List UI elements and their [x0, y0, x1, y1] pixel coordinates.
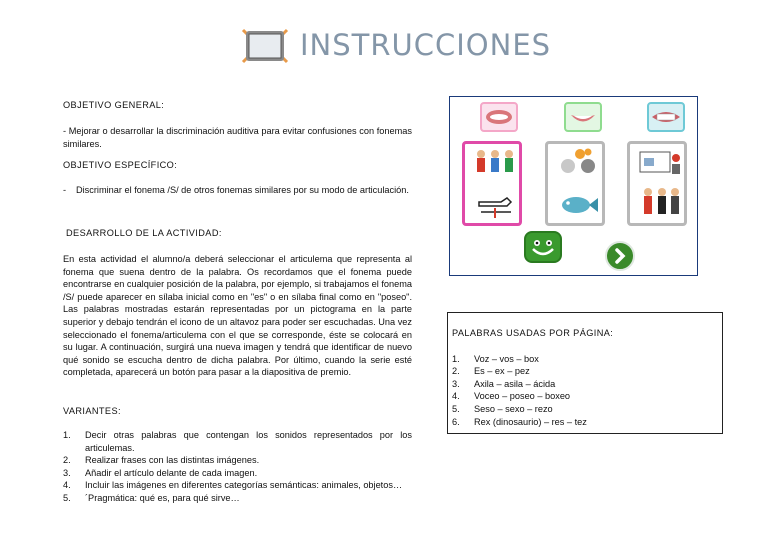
item-number: 3.	[452, 378, 460, 389]
card-1[interactable]	[462, 141, 522, 226]
item-text: Incluir las imágenes en diferentes categorías semánticas: animales, objetos…	[85, 480, 403, 491]
list-item	[452, 416, 722, 429]
lips-open-icon[interactable]	[480, 102, 518, 132]
list-item	[452, 378, 722, 391]
specific-objective-text: Discriminar el fonema /S/ de otros fonemas similares por su modo de articulación.	[76, 185, 409, 195]
list-item	[63, 429, 412, 454]
dash-marker: -	[63, 185, 67, 195]
variants-heading: VARIANTES:	[63, 406, 121, 416]
fish-icon	[556, 190, 600, 220]
item-number: 1.	[63, 430, 71, 440]
card-2[interactable]	[545, 141, 605, 226]
specific-objective-item	[63, 184, 412, 197]
variants-list	[63, 429, 412, 505]
list-item	[63, 454, 412, 467]
hand-scale-icon	[473, 190, 517, 220]
item-text: Rex (dinosaurio) – res – tez	[474, 416, 587, 427]
monitor-frame-icon	[240, 26, 290, 66]
list-item	[63, 479, 412, 492]
list-item	[63, 492, 412, 505]
activity-preview	[449, 96, 698, 276]
list-item	[452, 403, 722, 416]
teeth-icon[interactable]	[647, 102, 685, 132]
item-text: Realizar frases con las distintas imágenes.	[85, 455, 260, 466]
item-number: 6.	[452, 416, 460, 427]
item-number: 4.	[452, 391, 460, 402]
people-pointing-icon	[473, 148, 517, 178]
page-title: INSTRUCCIONES	[300, 28, 552, 62]
development-text: En esta actividad el alumno/a deberá seleccionar el articulema que representa al fonema que suena dentro de la palabra. Os recordamos que el fonema puede encontrarse en cualquier posición de la palabra, por ejemplo, si trabajamos el fonema /S/ puede aparecer en sílaba inicial como en "es" o en sílaba final como en "poseo". Las palabras mostradas estarán representadas por un pictograma en la parte superior y debajo tendrán el icono de un altavoz para poder ser escuchadas. Una vez seleccionado el fonema/articulema con el que se corresponde, éste se colocará en su lugar. A continuación, surgirá una nueva imagen y tendrá que identificar de nuevo qué sonido se escucha dentro de dicha palabra. Por último, cuando la serie esté completada, aparecerá un botón para pasar a la diapositiva de premio.	[63, 254, 412, 378]
list-item	[452, 390, 722, 403]
smiley-button-icon[interactable]	[524, 231, 562, 263]
list-item	[452, 365, 722, 378]
general-objective-heading: OBJETIVO GENERAL:	[63, 100, 165, 110]
specific-objective-heading: OBJETIVO ESPECÍFICO:	[63, 160, 178, 170]
general-objective-text: - Mejorar o desarrollar la discriminación auditiva para evitar confusiones con fonemas similares.	[63, 126, 412, 149]
dinosaur-people-icon	[638, 184, 682, 224]
item-number: 3.	[63, 467, 71, 478]
talking-heads-icon	[556, 148, 600, 178]
item-number: 2.	[452, 366, 460, 377]
item-text: Añadir el artículo delante de cada imagen.	[85, 467, 258, 478]
item-number: 1.	[452, 353, 460, 364]
lips-smile-icon[interactable]	[564, 102, 602, 132]
list-item	[63, 467, 412, 480]
development-heading: DESARROLLO DE LA ACTIVIDAD:	[66, 228, 222, 238]
item-number: 4.	[63, 480, 71, 491]
item-text: Voceo – poseo – boxeo	[474, 391, 571, 402]
words-box	[447, 312, 723, 434]
item-text: Es – ex – pez	[474, 366, 530, 377]
item-text: Decir otras palabras que contengan los sonidos representados por los articulemas.	[85, 430, 412, 453]
words-list	[452, 353, 722, 429]
item-text: Voz – vos – box	[474, 353, 539, 364]
item-text: Seso – sexo – rezo	[474, 403, 553, 414]
item-text: Axila – asila – ácida	[474, 378, 556, 389]
words-heading: PALABRAS USADAS POR PÁGINA:	[452, 328, 614, 338]
classroom-icon	[638, 148, 682, 178]
item-number: 5.	[452, 403, 460, 414]
item-number: 5.	[63, 492, 71, 503]
next-arrow-icon[interactable]	[605, 241, 635, 271]
page-header	[240, 24, 560, 72]
list-item	[452, 353, 722, 366]
item-number: 2.	[63, 455, 71, 466]
card-3[interactable]	[627, 141, 687, 226]
item-text: ´Pragmática: qué es, para qué sirve…	[85, 492, 240, 503]
